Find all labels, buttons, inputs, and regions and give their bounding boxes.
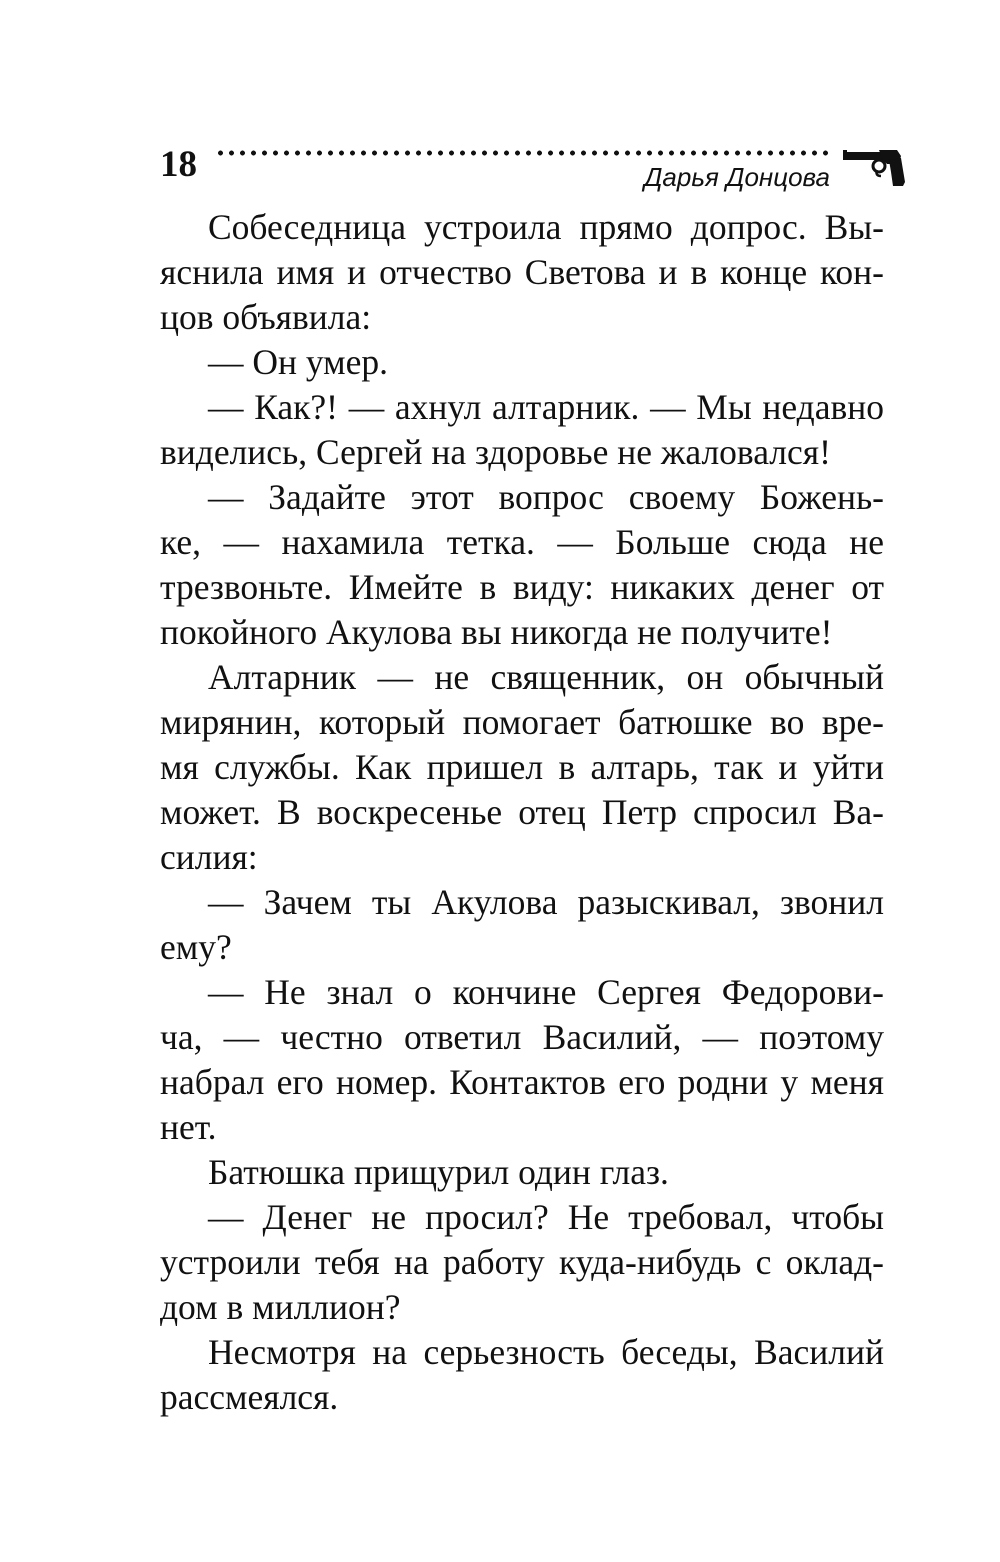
paragraph — [160, 1195, 884, 1330]
paragraph — [160, 340, 884, 385]
paragraph — [160, 475, 884, 655]
text-line: мирянин, который помогает батюшке во вре- — [160, 702, 884, 742]
book-body-text — [160, 205, 884, 1420]
text-line: силия: — [160, 837, 258, 877]
text-line: — Как?! — ахнул алтарник. — Мы недавно — [208, 387, 884, 427]
text-line: Батюшка прищурил один глаз. — [208, 1152, 669, 1192]
text-line: ему? — [160, 927, 232, 967]
text-line: трезвоньте. Имейте в виду: никаких денег от — [160, 567, 884, 607]
paragraph — [160, 880, 884, 970]
page-number: 18 — [160, 144, 197, 185]
text-line: ча, — честно ответил Василий, — поэтому — [160, 1017, 884, 1057]
text-line: — Не знал о кончине Сергея Федорови- — [208, 972, 884, 1012]
text-line: Собеседница устроила прямо допрос. Вы- — [208, 207, 884, 247]
text-line: покойного Акулова вы никогда не получите! — [160, 612, 833, 652]
text-line: Несмотря на серьезность беседы, Василий — [208, 1332, 884, 1372]
text-line: — Денег не просил? Не требовал, чтобы — [208, 1197, 884, 1237]
text-line: дом в миллион? — [160, 1287, 401, 1327]
text-line: — Зачем ты Акулова разыскивал, звонил — [208, 882, 884, 922]
text-line: яснила имя и отчество Светова и в конце кон- — [160, 252, 884, 292]
text-line: — Он умер. — [208, 342, 389, 382]
text-line: может. В воскресенье отец Петр спросил Ва- — [160, 792, 884, 832]
paragraph — [160, 1150, 884, 1195]
text-line: рассмеялся. — [160, 1377, 339, 1417]
dotted-rule — [215, 148, 833, 158]
text-line: виделись, Сергей на здоровье не жаловался! — [160, 432, 831, 472]
revolver-icon — [843, 146, 905, 188]
text-line: цов объявила: — [160, 297, 372, 337]
paragraph — [160, 385, 884, 475]
text-line: набрал его номер. Контактов его родни у меня — [160, 1062, 884, 1102]
paragraph — [160, 1330, 884, 1420]
text-line: Алтарник — не священник, он обычный — [208, 657, 884, 697]
paragraph — [160, 655, 884, 880]
paragraph — [160, 970, 884, 1150]
text-line: ке, — нахамила тетка. — Больше сюда не — [160, 522, 884, 562]
author-name: Дарья Донцова — [644, 162, 830, 192]
text-line: нет. — [160, 1107, 217, 1147]
paragraph — [160, 205, 884, 340]
text-line: — Задайте этот вопрос своему Божень- — [208, 477, 884, 517]
text-line: устроили тебя на работу куда-нибудь с оклад- — [160, 1242, 884, 1282]
text-line: мя службы. Как пришел в алтарь, так и уйти — [160, 747, 884, 787]
